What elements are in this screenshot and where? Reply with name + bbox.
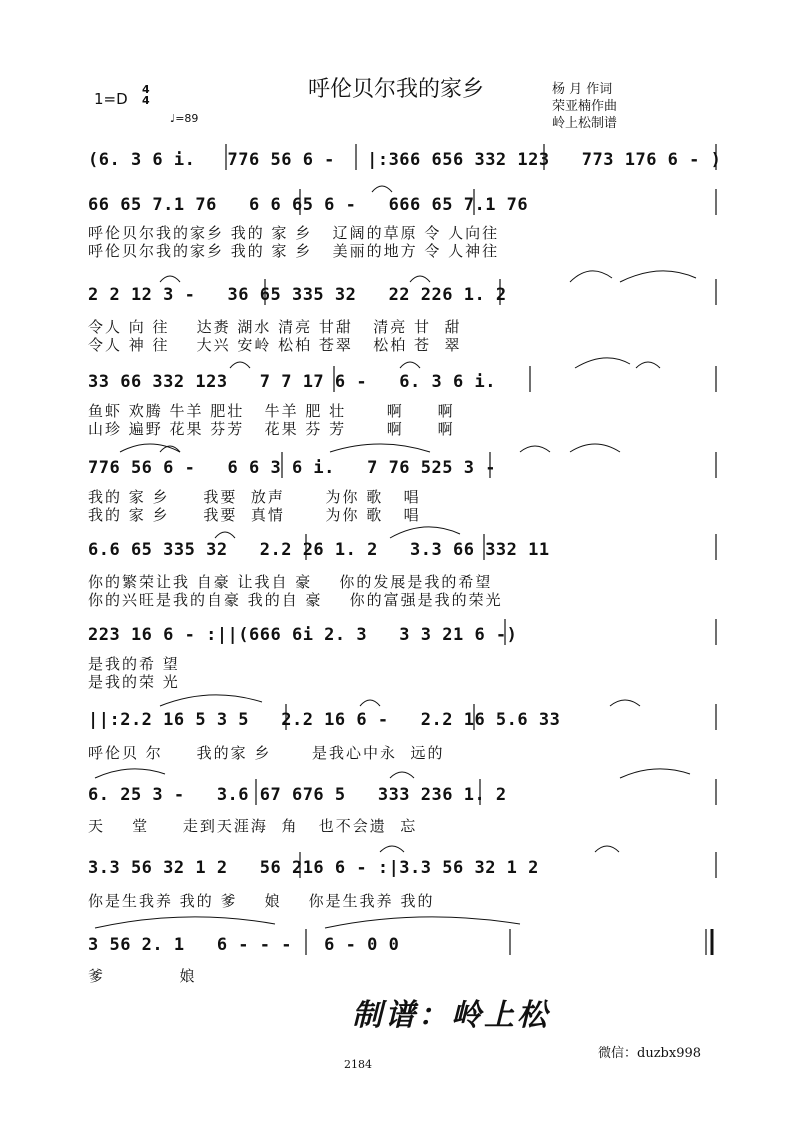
slur-mark [570,271,612,282]
slur-mark [610,700,640,706]
tempo-marking: ♩=89 [170,112,199,125]
slur-mark [95,769,165,778]
lyric-line-6a: 你的繁荣让我 自豪 让我自 豪 你的发展是我的希望 [88,573,493,591]
lyric-line-8: 呼伦贝 尔 我的家 乡 是我心中永 远的 [88,744,445,762]
lyric-line-7b: 是我的荣 光 [88,673,180,691]
key-signature: 1=D [94,90,128,108]
notes-line-9: 6. 25 3 - 3.6 67 676 5 333 236 1. 2 [88,785,507,805]
slur-mark [575,358,630,368]
slur-mark [160,276,180,282]
slur-mark [520,446,550,452]
lyric-line-2a: 呼伦贝尔我的家乡 我的 家 乡 辽阔的草原 令 人向往 [88,224,500,242]
arranger-signature: 制谱：岭上松 [352,998,550,1033]
slur-mark [160,695,262,706]
slur-mark [230,362,250,368]
lyric-line-5a: 我的 家 乡 我要 放声 为你 歌 唱 [88,488,421,506]
slur-mark [636,362,660,368]
notes-line-10: 3.3 56 32 1 2 56 216 6 - :|3.3 56 32 1 2 [88,858,539,878]
wechat-contact: 微信：duzbx998 [598,1046,702,1061]
slur-mark [620,271,696,282]
lyric-line-3b: 令人 神 往 大兴 安岭 松柏 苍翠 松柏 苍 翠 [88,336,462,354]
notes-line-3: 2 2 12 3 - 36 65 335 32 22 226 1. 2 [88,285,507,305]
lyric-line-5b: 我的 家 乡 我要 真情 为你 歌 唱 [88,506,421,524]
lyricist-credit: 杨 月 作词 [552,82,613,97]
slur-mark [325,917,520,928]
page-number: 2184 [344,1058,372,1071]
slur-mark [410,276,430,282]
composer-credit: 荣亚楠作曲 [552,99,618,114]
slur-mark [160,446,180,452]
slur-mark [380,846,404,852]
slur-mark [390,527,460,538]
slur-mark [620,769,690,778]
lyric-line-2b: 呼伦贝尔我的家乡 我的 家 乡 美丽的地方 令 人神往 [88,242,500,260]
lyric-line-7a: 是我的希 望 [88,655,180,673]
notes-line-1: (6. 3 6 i. 776 56 6 - |:366 656 332 123 773 176 6 - ) [88,150,722,170]
slur-mark [390,772,414,778]
slur-mark [400,362,420,368]
time-signature-top: 4 [142,83,150,96]
slur-mark [372,186,392,192]
lyric-line-11: 爹 娘 [88,967,197,985]
slur-mark [570,444,620,452]
lyric-line-4a: 鱼虾 欢腾 牛羊 肥壮 牛羊 肥 壮 啊 啊 [88,402,455,420]
slur-mark [215,532,235,538]
lyric-line-6b: 你的兴旺是我的自豪 我的自 豪 你的富强是我的荣光 [88,591,503,609]
notes-line-2: 66 65 7.1 76 6 6 65 6 - 666 65 7.1 76 [88,195,529,215]
lyric-line-3a: 令人 向 往 达赉 湖水 清亮 甘甜 清亮 甘 甜 [88,318,462,336]
time-signature-bottom: 4 [142,94,150,107]
slur-mark [360,700,380,706]
slur-mark [595,846,619,852]
slur-mark [330,444,430,452]
notes-line-8: ||:2.2 16 5 3 5 2.2 16 6 - 2.2 16 5.6 33 [88,710,561,730]
song-title: 呼伦贝尔我的家乡 [307,77,484,102]
arranger-credit: 岭上松制谱 [552,116,618,131]
notes-line-4: 33 66 332 123 7 7 17 6 - 6. 3 6 i. [88,372,496,392]
slur-mark [120,444,180,452]
notes-line-5: 776 56 6 - 6 6 3 6 i. 7 76 525 3 - [88,458,496,478]
notes-line-11: 3 56 2. 1 6 - - - 6 - 0 0 [88,935,400,955]
lyric-line-9: 天 堂 走到天涯海 角 也不会遗 忘 [88,817,418,835]
notes-line-6: 6.6 65 335 32 2.2 26 1. 2 3.3 66 332 11 [88,540,550,560]
lyric-line-4b: 山珍 遍野 花果 芬芳 花果 芬 芳 啊 啊 [88,420,455,438]
slur-mark [95,917,275,928]
lyric-line-10: 你是生我养 我的 爹 娘 你是生我养 我的 [88,892,435,910]
notes-line-7: 223 16 6 - :||(666 6i 2. 3 3 3 21 6 -) [88,625,518,645]
